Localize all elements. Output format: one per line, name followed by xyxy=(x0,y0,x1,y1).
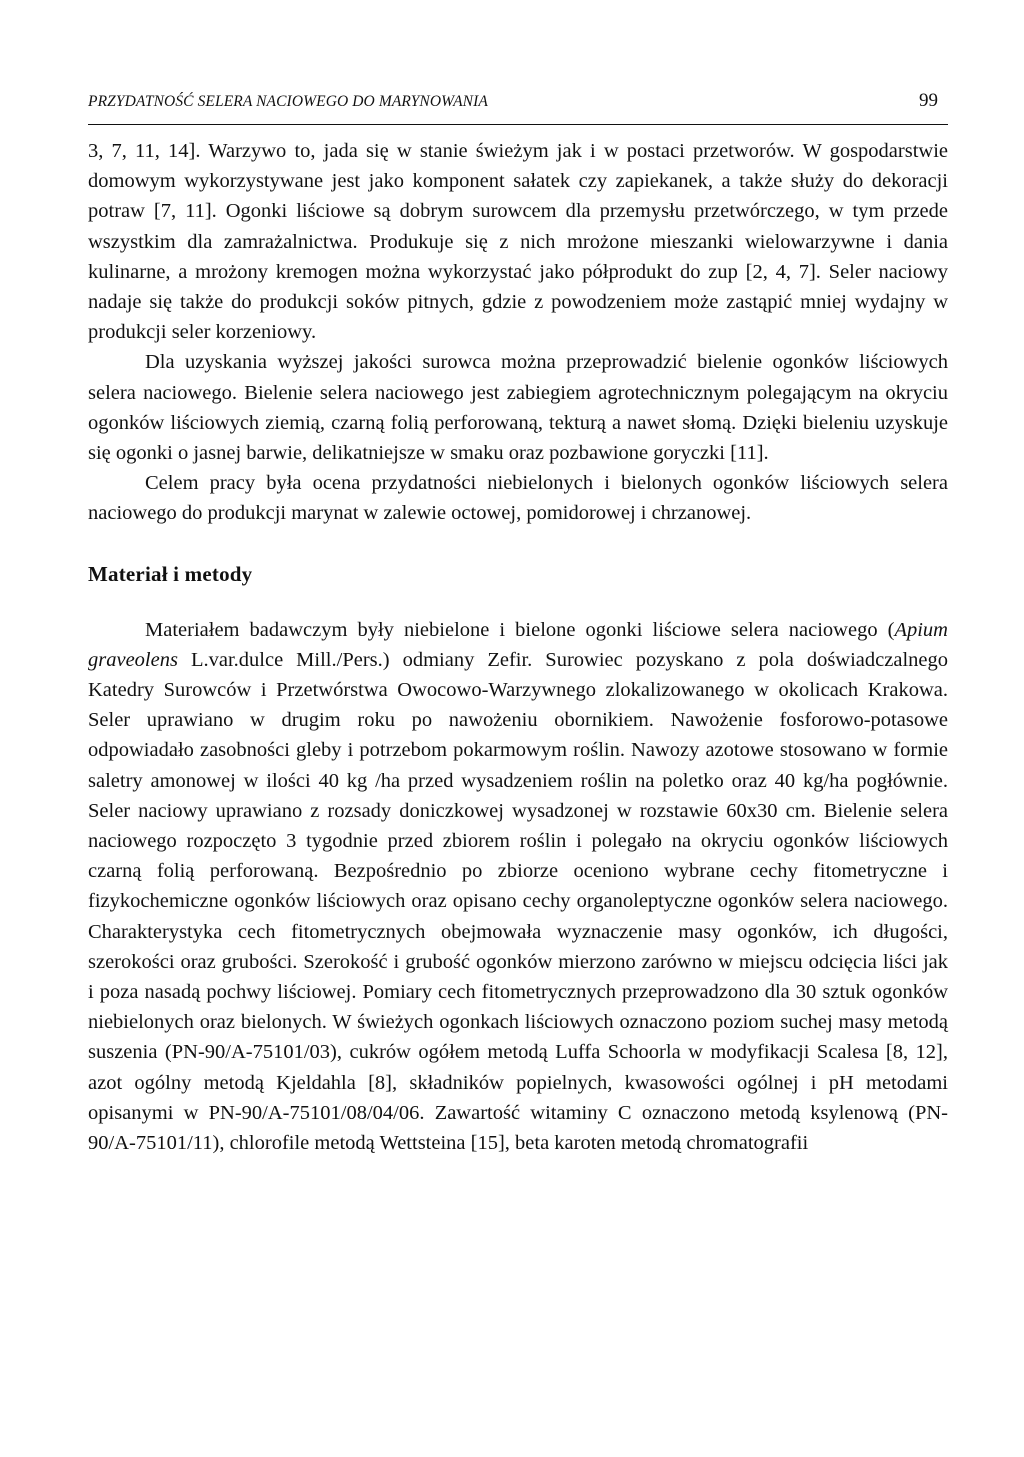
page-header xyxy=(88,90,938,112)
species-name: Apium graveolens xyxy=(88,618,948,671)
section-heading: Materiał i metody xyxy=(88,561,253,586)
body-text xyxy=(88,136,948,1158)
paragraph-3: Celem pracy była ocena przydatności niebielonych i bielonych ogonków liściowych selera naciowego do produkcji marynat w zalewie octowej, pomidorowej i chrzanowej. xyxy=(88,472,948,525)
paragraph-2: Dla uzyskania wyższej jakości surowca można przeprowadzić bielenie ogonków liściowych selera naciowego. Bielenie selera naciowego jest zabiegiem agrotechnicznym polegającym na okryciu ogonków liściowych ziemią, czarną folią perforowaną, tekturą a nawet słomą. Dzięki bieleniu uzyskuje się ogonki o jasnej barwie, delikatniejsze w smaku oraz pozbawione goryczki [11]. xyxy=(88,351,948,465)
paragraph-4 xyxy=(88,615,948,1159)
page-number: 99 xyxy=(919,90,938,111)
paragraph-4-rest: L.var.dulce Mill./Pers.) odmiany Zefir. Surowiec pozyskano z pola doświadczalnego Katedry Surowców i Przetwórstwa Owocowo-Warzywnego zlokalizowanego w okolicach Krakowa. Seler uprawiano w drugim roku po nawożeniu obornikiem. Nawożenie fosforowo-potasowe odpowiadało zasobności gleby i potrzebom pokarmowym roślin. Nawozy azotowe stosowano w formie saletry amonowej w ilości 40 kg /ha przed wysadzeniem roślin na poletko oraz 40 kg/ha pogłównie. Seler naciowy uprawiano z rozsady doniczkowej wysadzonej w rozstawie 60x30 cm. Bielenie selera naciowego rozpoczęto 3 tygodnie przed zbiorem roślin i polegało na okryciu ogonków liściowych czarną folią perforowaną. Bezpośrednio po zbiorze oceniono wybrane cechy fitometryczne i fizykochemiczne ogonków liściowych oraz opisano cechy organoleptyczne ogonków selera naciowego. Charakterystyka cech fitometrycznych obejmowała wyznaczenie masy ogonków, ich długości, szerokości oraz grubości. Szerokość i grubość ogonków mierzono zarówno w miejscu odcięcia liści jak i poza nasadą pochwy liściowej. Pomiary cech fitometrycznych przeprowadzono dla 30 sztuk ogonków niebielonych oraz bielonych. W świeżych ogonkach liściowych oznaczono poziom suchej masy metodą suszenia (PN-90/A-75101/03), cukrów ogółem metodą Luffa Schoorla w modyfikacji Scalesa [8, 12], azot ogólny metodą Kjeldahla [8], składników popielnych, kwasowości ogólnej i pH metodami opisanymi w PN-90/A-75101/08/04/06. Zawartość witaminy C oznaczono metodą ksylenową (PN-90/A-75101/11), chlorofile metodą Wettsteina [15], beta karoten metodą chromatografii xyxy=(88,648,948,1155)
running-title: PRZYDATNOŚĆ SELERA NACIOWEGO DO MARYNOWANIA xyxy=(88,93,488,110)
header-rule xyxy=(88,124,948,125)
paragraph-4-start: Materiałem badawczym były niebielone i bielone ogonki liściowe selera naciowego ( xyxy=(145,618,895,641)
paragraph-1: 3, 7, 11, 14]. Warzywo to, jada się w stanie świeżym jak i w postaci przetworów. W gospodarstwie domowym wykorzystywane jest jako komponent sałatek czy zapiekanek, a także służy do dekoracji potraw [7, 11]. Ogonki liściowe są dobrym surowcem dla przemysłu przetwórczego, w tym przede wszystkim dla zamrażalnictwa. Produkuje się z nich mrożone mieszanki wielowarzywne i dania kulinarne, a mrożony kremogen można wykorzystać jako półprodukt do zup [2, 4, 7]. Seler naciowy nadaje się także do produkcji soków pitnych, gdzie z powodzeniem może zastąpić mniej wydajny w produkcji seler korzeniowy. xyxy=(88,140,948,344)
